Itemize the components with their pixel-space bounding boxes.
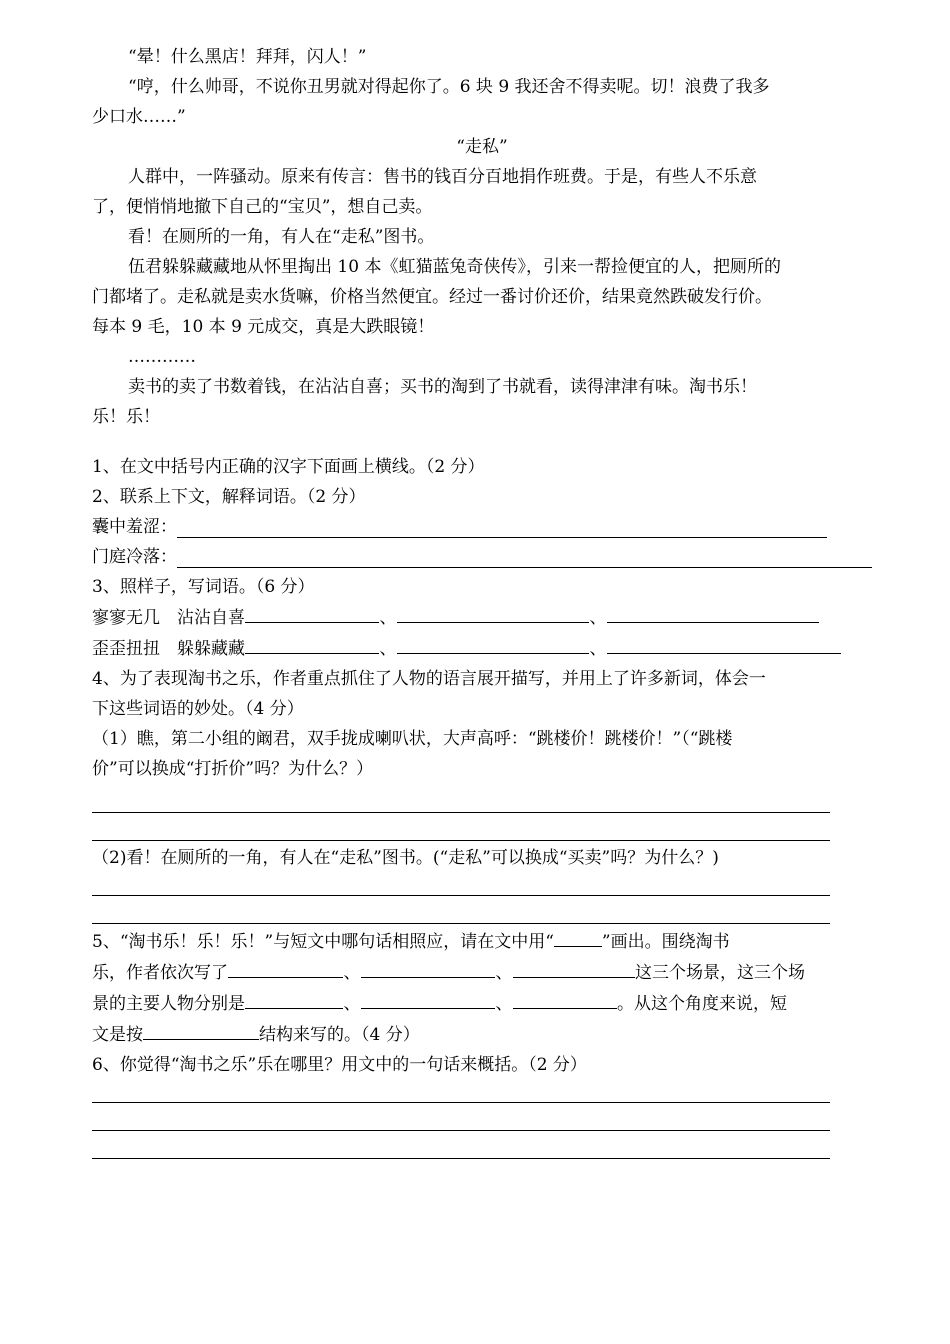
q3-blank[interactable] <box>607 633 841 654</box>
worksheet-page <box>92 42 872 1159</box>
question-4-2: （2)看！在厕所的一角，有人在“走私”图书。(“走私”可以换成“买卖”吗？为什么？) <box>92 848 719 868</box>
q5-blank[interactable] <box>361 957 495 978</box>
passage-line: 看！在厕所的一角，有人在“走私”图书。 <box>128 227 435 247</box>
q3-row-2: 歪歪扭扭 躲躲藏藏 、 、 <box>92 633 872 664</box>
question-5-line-1: 5、“淘书乐！乐！乐！”与短文中哪句话相照应，请在文中用“ ”画出。围绕淘书 <box>92 926 872 957</box>
q5-blank[interactable] <box>361 988 495 1009</box>
q2-answer-blank[interactable] <box>177 517 827 538</box>
q5-blank[interactable] <box>245 988 343 1009</box>
q3-blank[interactable] <box>607 602 819 623</box>
section-subtitle: “走私” <box>456 137 508 157</box>
answer-line[interactable] <box>92 923 830 924</box>
passage-ellipsis: ………… <box>128 347 196 367</box>
q2-term-label: 囊中羞涩： <box>92 517 177 537</box>
q3-blank[interactable] <box>245 602 379 623</box>
q2-answer-row-1 <box>92 512 872 542</box>
question-4-1: （1）瞧，第二小组的阚君，双手拢成喇叭状，大声高呼：“跳楼价！跳楼价！”（“跳楼 <box>92 729 733 749</box>
q3-row-1: 寥寥无几 沾沾自喜 、 、 <box>92 602 872 633</box>
q3-example: 寥寥无几 沾沾自喜 <box>92 608 245 628</box>
q2-term-label: 门庭冷落： <box>92 547 177 567</box>
question-4-1-cont: 价”可以换成“打折价”吗？为什么？） <box>92 759 374 779</box>
passage-line: 乐！乐！ <box>92 407 160 427</box>
question-1: 1、在文中括号内正确的汉字下面画上横线。（2 分） <box>92 457 485 477</box>
q2-answer-row-2 <box>92 542 872 572</box>
question-6: 6、你觉得“淘书之乐”乐在哪里？用文中的一句话来概括。（2 分） <box>92 1055 587 1075</box>
question-5-line-2: 乐，作者依次写了 、 、 这三个场景，这三个场 <box>92 957 872 988</box>
q3-blank[interactable] <box>397 602 589 623</box>
passage-line: 少口水……” <box>92 107 186 127</box>
q5-blank[interactable] <box>513 988 617 1009</box>
q5-underline-sample <box>554 926 602 947</box>
passage-line: 门都堵了。走私就是卖水货嘛，价格当然便宜。经过一番讨价还价，结果竟然跌破发行价。 <box>92 287 772 307</box>
answer-line[interactable] <box>92 1158 830 1159</box>
passage-line: 每本 9 毛，10 本 9 元成交，真是大跌眼镜！ <box>92 317 435 337</box>
q2-answer-blank[interactable] <box>177 547 872 568</box>
q3-example: 歪歪扭扭 躲躲藏藏 <box>92 639 245 659</box>
passage-line: “晕！什么黑店！拜拜，闪人！” <box>128 47 367 67</box>
question-3: 3、照样子，写词语。（6 分） <box>92 577 315 597</box>
q5-blank[interactable] <box>143 1019 259 1040</box>
question-5-line-4: 文是按 结构来写的。（4 分） <box>92 1019 872 1050</box>
passage-line: 伍君躲躲藏藏地从怀里掏出 10 本《虹猫蓝兔奇侠传》，引来一帮捡便宜的人，把厕所的 <box>128 257 781 277</box>
passage-line: 人群中，一阵骚动。原来有传言：售书的钱百分百地捐作班费。于是，有些人不乐意 <box>128 167 757 187</box>
passage-line: 卖书的卖了书数着钱，在沾沾自喜；买书的淘到了书就看，读得津津有味。淘书乐！ <box>128 377 757 397</box>
passage-line: 了，便悄悄地撤下自己的“宝贝”，想自己卖。 <box>92 197 433 217</box>
question-4-cont: 下这些词语的妙处。（4 分） <box>92 699 304 719</box>
answer-line[interactable] <box>92 840 830 841</box>
q3-blank[interactable] <box>245 633 379 654</box>
q5-blank[interactable] <box>228 957 343 978</box>
question-5-line-3: 景的主要人物分别是 、 、 。从这个角度来说，短 <box>92 988 872 1019</box>
q5-blank[interactable] <box>513 957 635 978</box>
q3-blank[interactable] <box>397 633 589 654</box>
question-4: 4、为了表现淘书之乐，作者重点抓住了人物的语言展开描写，并用上了许多新词，体会一 <box>92 669 766 689</box>
passage-line: “哼，什么帅哥，不说你丑男就对得起你了。6 块 9 我还舍不得卖呢。切！浪费了我多 <box>128 77 770 97</box>
question-2: 2、联系上下文，解释词语。（2 分） <box>92 487 366 507</box>
